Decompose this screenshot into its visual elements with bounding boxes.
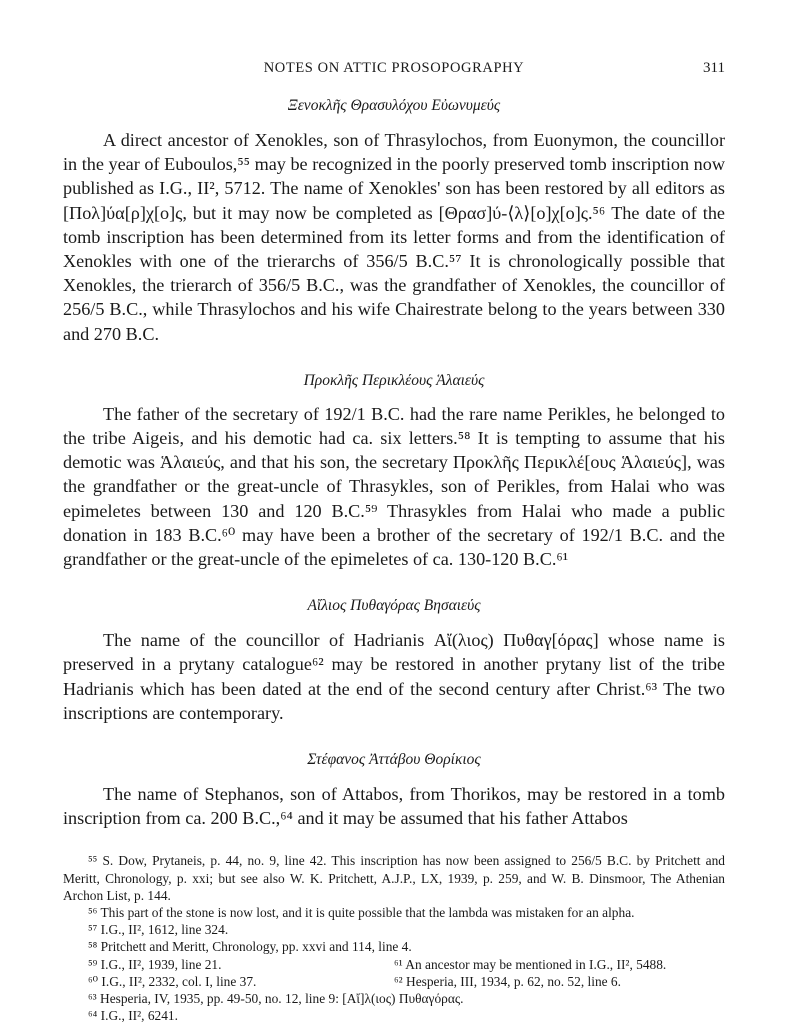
footnote-59: ⁵⁹ I.G., II², 1939, line 21. [88,956,222,972]
section-heading-stephanos: Στέφανος Ἀττάβου Θορίκιος [307,751,481,769]
footnote-57: ⁵⁷ I.G., II², 1612, line 324. [88,922,229,938]
footnote-pair [63,973,725,990]
footnotes [63,852,725,1024]
footnote-64: ⁶⁴ I.G., II², 6241. [88,1008,178,1024]
section-text-ailios: The name of the councillor of Hadrianis Αἴ(λιος) Πυθαγ[όρας] whose name is preserved in a prytany catalogue⁶² may be restored in another prytany list of the tribe Hadrianis which has been dated at the end of the second century after Christ.⁶³ The two inscriptions are contemporary. [63,630,725,723]
footnote-62: ⁶² Hesperia, III, 1934, p. 62, no. 52, line 6. [394,973,621,989]
section-heading-ailios: Αἴλιος Πυθαγόρας Βησαιεύς [307,597,481,615]
footnote-55: ⁵⁵ S. Dow, Prytaneis, p. 44, no. 9, line 42. This inscription has now been assigned to 256/5 B.C. by Pritchett and Meritt, Chronology, p. xxi; but see also W. K. Pritchett, A.J.P., LX, 1939, p. 259, and W. B. Dinsmoor, The Athenian Archon List, p. 144. [63,853,725,903]
section-heading-prokles: Προκλῆς Περικλέους Ἁλαιεύς [303,371,485,389]
footnote-60: ⁶⁰ I.G., II², 2332, col. I, line 37. [88,973,257,989]
footnote-56: ⁵⁶ This part of the stone is now lost, and it is quite possible that the lambda was mistaken for an alpha. [88,905,635,921]
footnote-63: ⁶³ Hesperia, IV, 1935, pp. 49-50, no. 12, line 9: [Αἴ]λ(ιος) Πυθαγόρας. [88,991,464,1007]
footnote-61: ⁶¹ An ancestor may be mentioned in I.G., II², 5488. [394,956,667,972]
footnote-pair [63,956,725,973]
section-text-xenokles: A direct ancestor of Xenokles, son of Thrasylochos, from Euonymon, the councillor in the year of Euboulos,⁵⁵ may be recognized in the poorly preserved tomb inscription now published as I.G., II², 5712. The name of Xenokles' son has been restored by all editors as [Πολ]ύα[ρ]χ[ο]ς, but it may now be completed as [Θρασ]ύ-⟨λ⟩[ο]χ[ο]ς.⁵⁶ The date of the tomb inscription has been determined from its letter forms and from the identification of Xenokles with one of the trierarchs of 356/5 B.C.⁵⁷ It is chronologically possible that Xenokles, the trierarch of 356/5 B.C., was the grandfather of Xenokles, the councillor of 256/5 B.C., while Thrasylochos and his wife Chairestrate belong to the years between 330 and 270 B.C. [63,130,725,344]
running-head [63,58,725,84]
page-number: 311 [703,60,725,76]
footnote-58: ⁵⁸ Pritchett and Meritt, Chronology, pp. xxvi and 114, line 4. [88,939,412,955]
section-text-stephanos: The name of Stephanos, son of Attabos, from Thorikos, may be restored in a tomb inscription from ca. 200 B.C.,⁶⁴ and it may be assumed that his father Attabos [63,784,725,829]
section-heading-xenokles: Ξενοκλῆς Θρασυλόχου Εὐωνυμεύς [287,97,501,114]
running-title: NOTES ON ATTIC PROSOPOGRAPHY [263,60,525,76]
page [63,58,725,1025]
section-text-prokles: The father of the secretary of 192/1 B.C. had the rare name Perikles, he belonged to the tribe Aigeis, and his demotic had ca. six letters.⁵⁸ It is tempting to assume that his demotic was Ἁλαιεύς, and that his son, the secretary Προκλῆς Περικλέ[ους Ἁλαιεύς], was the grandfather or the great-uncle of Thrasykles, son of Perikles, from Halai who was epimeletes between 130 and 120 B.C.⁵⁹ Thrasykles from Halai who made a public donation in 183 B.C.⁶⁰ may have been a brother of the secretary of 192/1 B.C. and the grandfather or the great-uncle of the epimeletes of ca. 130-120 B.C.⁶¹ [63,403,725,570]
